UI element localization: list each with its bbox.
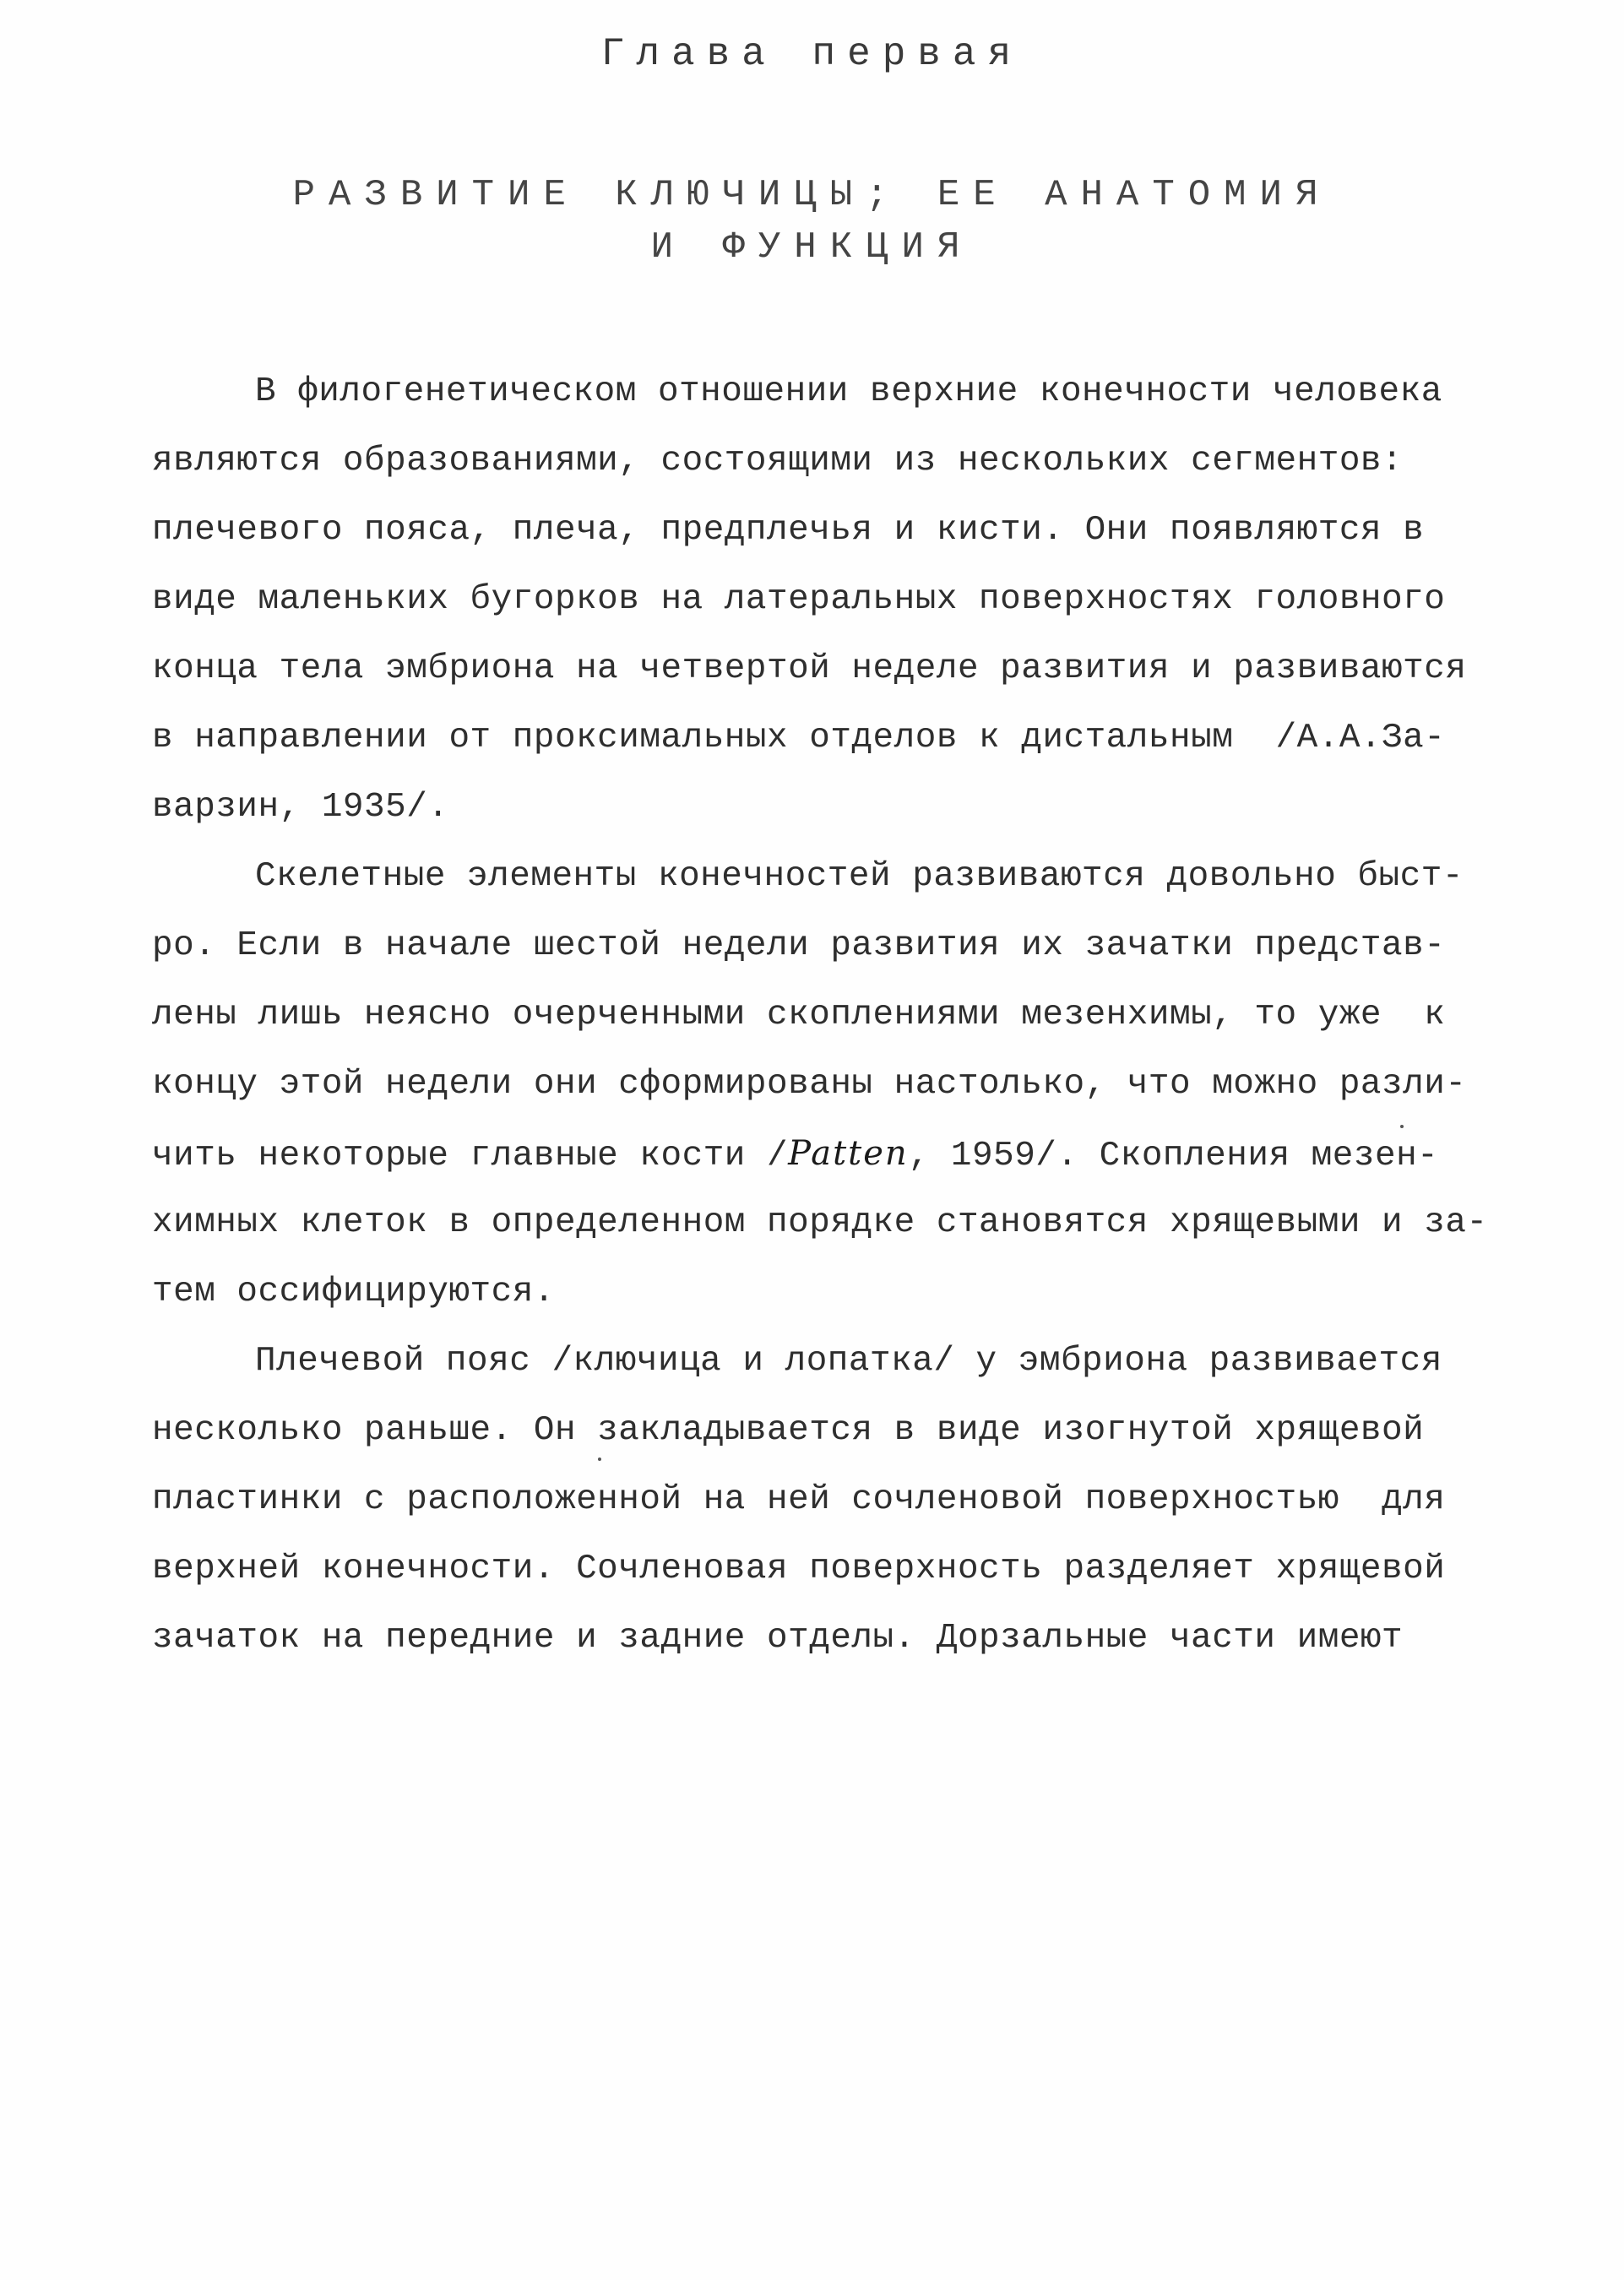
text-line-with-handwriting	[152, 1119, 1486, 1188]
chapter-title	[0, 169, 1624, 274]
text-line: Плечевой пояс /ключица и лопатка/ у эмбриона развивается	[255, 1342, 1442, 1381]
text-line: химных клеток в определенном порядке становятся хрящевыми и за-	[152, 1203, 1488, 1242]
text-line: верхней конечности. Сочленовая поверхность разделяет хрящевой	[152, 1550, 1446, 1588]
text-line: лены лишь неясно очерченными скоплениями мезенхимы, то уже к	[152, 996, 1446, 1034]
text-line: в направлении от проксимальных отделов к дистальным /А.А.За-	[152, 719, 1446, 757]
chapter-title-line: РАЗВИТИЕ КЛЮЧИЦЫ; ЕЕ АНАТОМИЯ	[292, 174, 1332, 216]
text-segment: чить некоторые главные кости /	[152, 1137, 789, 1175]
text-line: ро. Если в начале шестой недели развития их зачатки представ-	[152, 926, 1446, 965]
text-line: виде маленьких бугорков на латеральных поверхностях головного	[152, 580, 1446, 619]
ink-speck	[598, 1458, 601, 1461]
body-text	[152, 357, 1486, 1673]
text-line: несколько раньше. Он закладывается в виде изогнутой хрящевой	[152, 1411, 1425, 1450]
text-line: конца тела эмбриона на четвертой неделе развития и развиваются	[152, 649, 1467, 688]
text-segment: , 1959/. Скопления мезен-	[908, 1137, 1439, 1175]
text-line: являются образованиями, состоящими из нескольких сегментов:	[152, 442, 1404, 480]
chapter-label: Глава первая	[600, 32, 1024, 76]
text-line: зачаток на передние и задние отделы. Дорзальные части имеют	[152, 1619, 1404, 1658]
chapter-title-line: И ФУНКЦИЯ	[650, 226, 974, 269]
text-line: пластинки с расположенной на ней сочленовой поверхностью для	[152, 1480, 1446, 1519]
text-line: плечевого пояса, плеча, предплечья и кисти. Они появляются в	[152, 511, 1425, 550]
text-line: В филогенетическом отношении верхние конечности человека	[255, 372, 1442, 411]
text-line: концу этой недели они сформированы настолько, что можно разли-	[152, 1065, 1467, 1104]
text-line: Скелетные элементы конечностей развиваются довольно быст-	[255, 857, 1464, 896]
handwritten-author-name: Patten	[788, 1134, 909, 1173]
text-line: варзин, 1935/.	[152, 788, 449, 827]
ink-speck	[1400, 1125, 1404, 1128]
text-line: тем оссифицируются.	[152, 1273, 555, 1311]
